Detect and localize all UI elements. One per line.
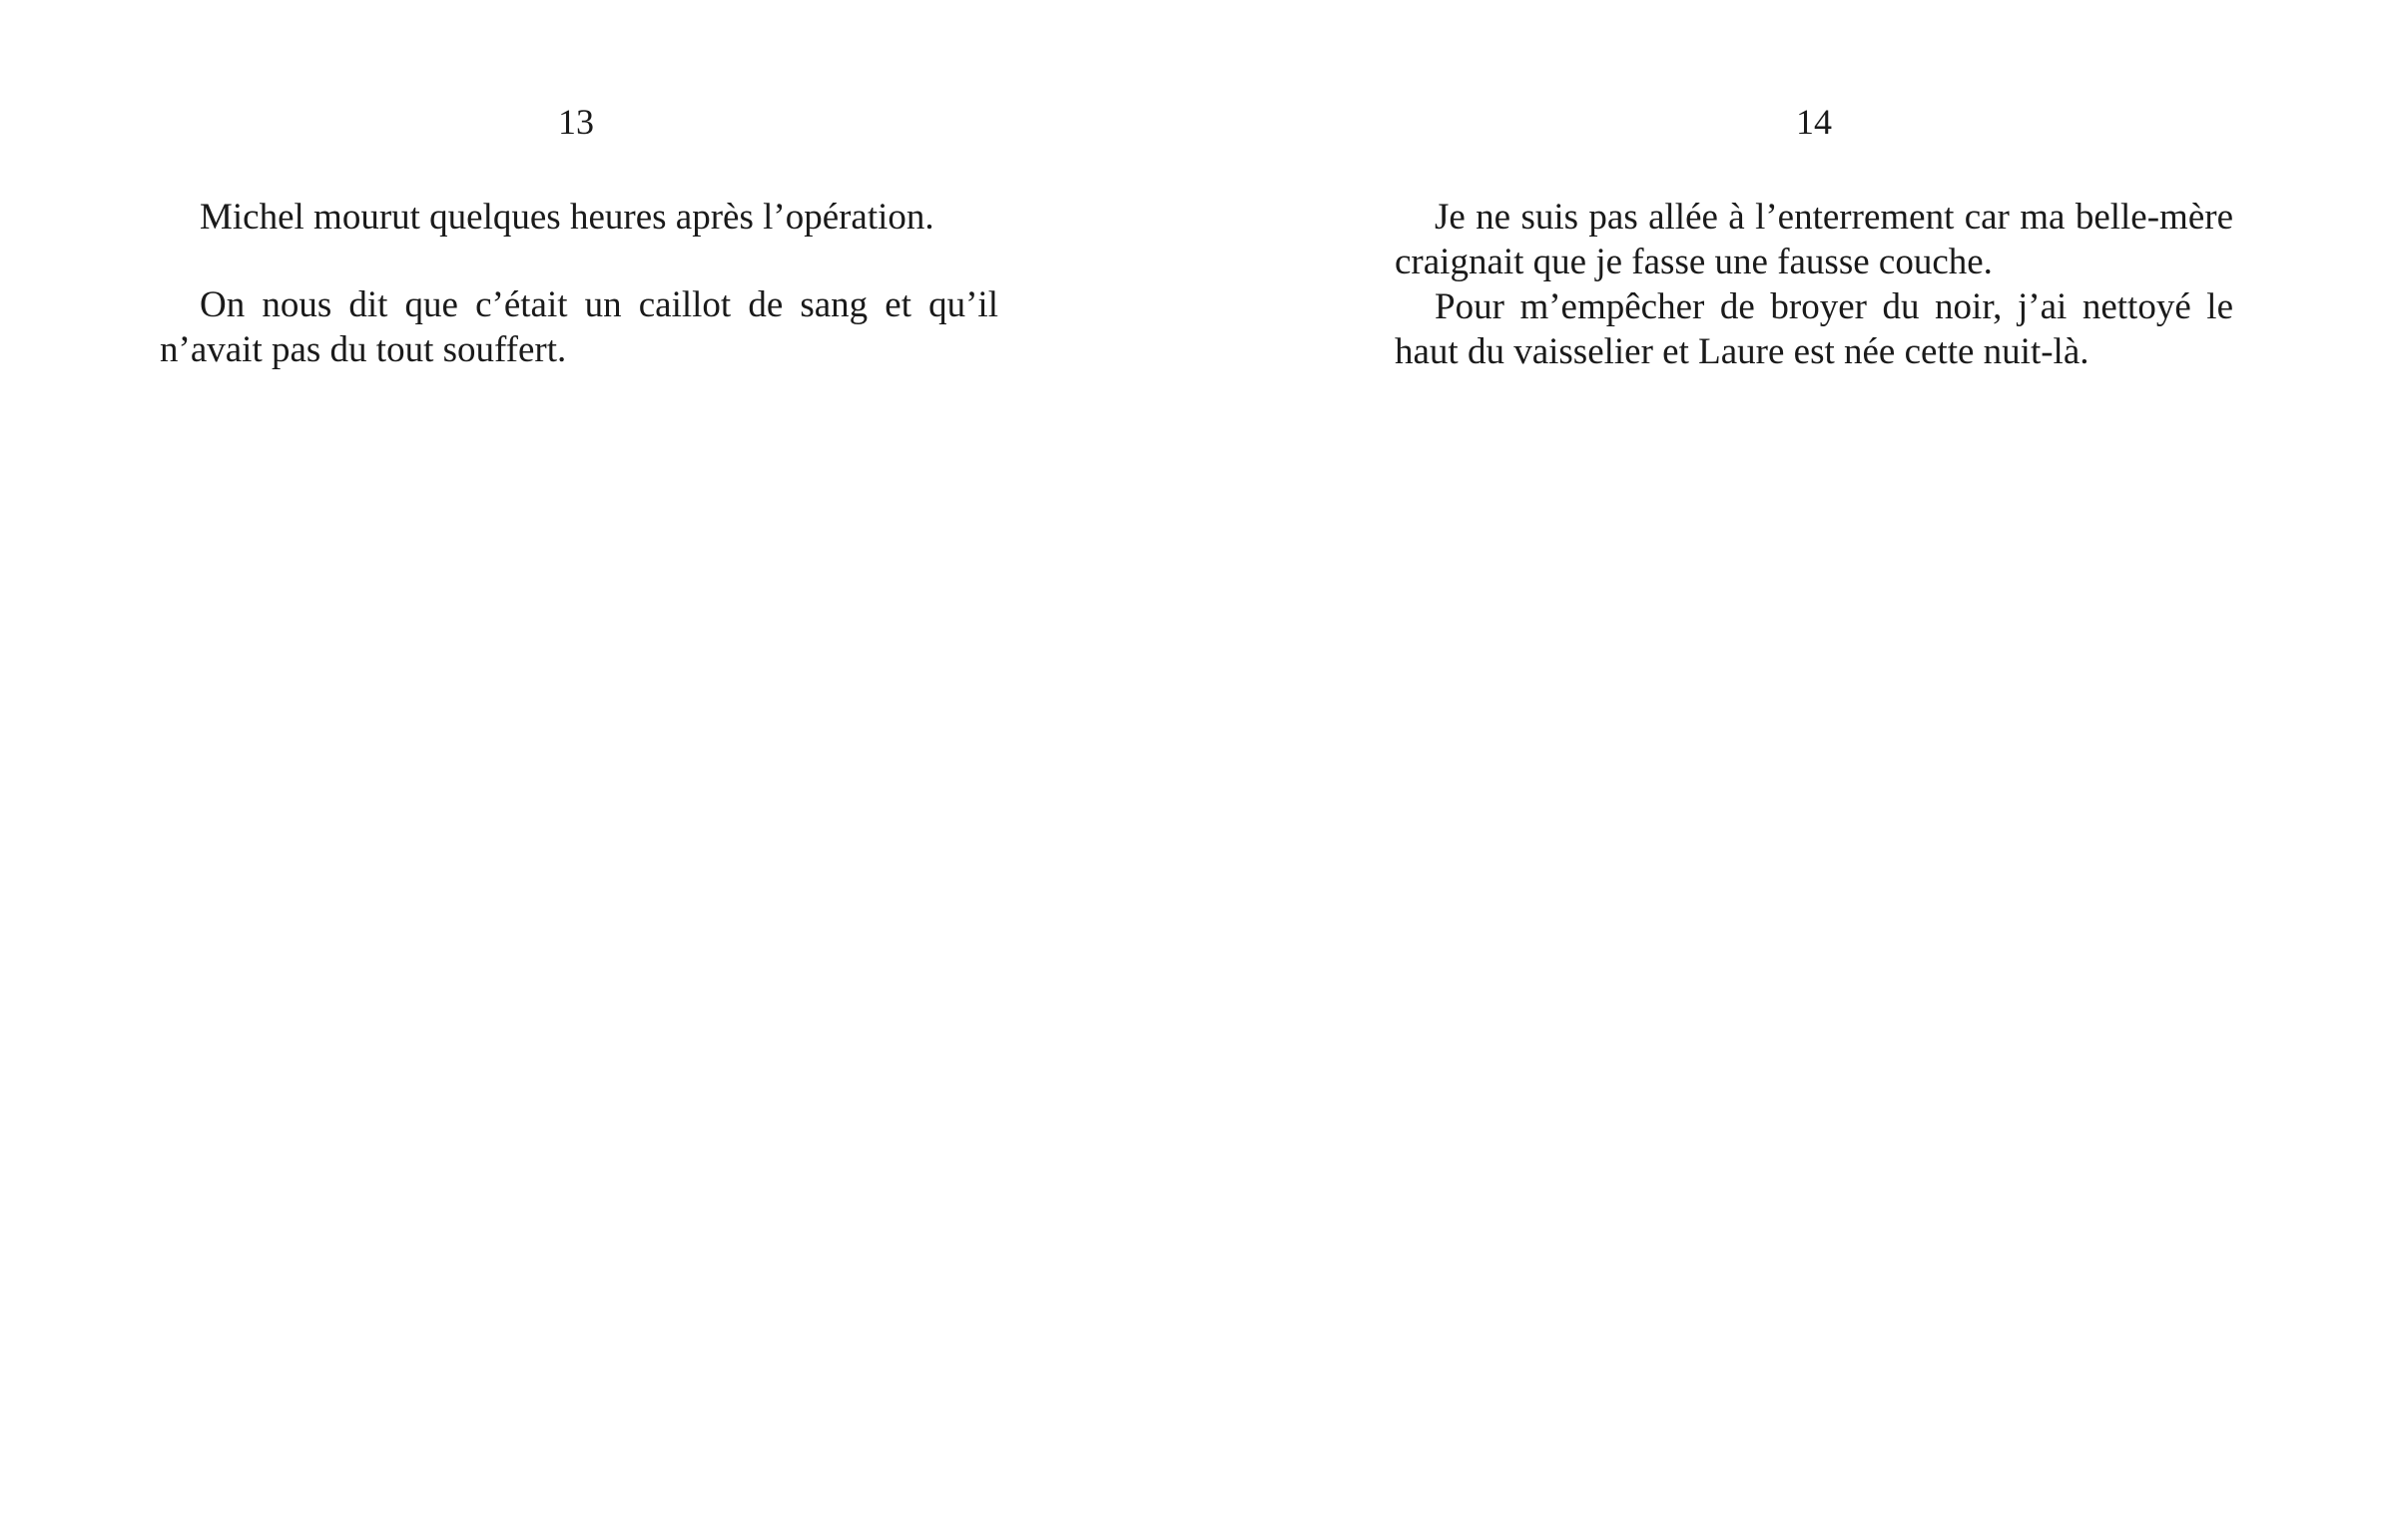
left-page-text — [160, 195, 998, 372]
left-paragraph-1: Michel mourut quelques heures après l’opération. — [200, 197, 934, 238]
left-page — [0, 0, 1190, 1540]
right-paragraph-2: Pour m’empêcher de broyer du noir, j’ai nettoyé le haut du vaisselier et Laure est née cette nuit-là. — [1395, 286, 2233, 372]
right-page — [1190, 0, 2381, 1540]
right-paragraph-1: Je ne suis pas allée à l’enterrement car ma belle-mère craignait que je fasse une fausse couche. — [1395, 197, 2233, 282]
page-number-left: 13 — [558, 102, 594, 142]
right-page-text — [1395, 195, 2233, 374]
page-number-right: 14 — [1796, 102, 1832, 142]
left-paragraph-2: On nous dit que c’était un caillot de sang et qu’il n’avait pas du tout souffert. — [160, 284, 998, 370]
